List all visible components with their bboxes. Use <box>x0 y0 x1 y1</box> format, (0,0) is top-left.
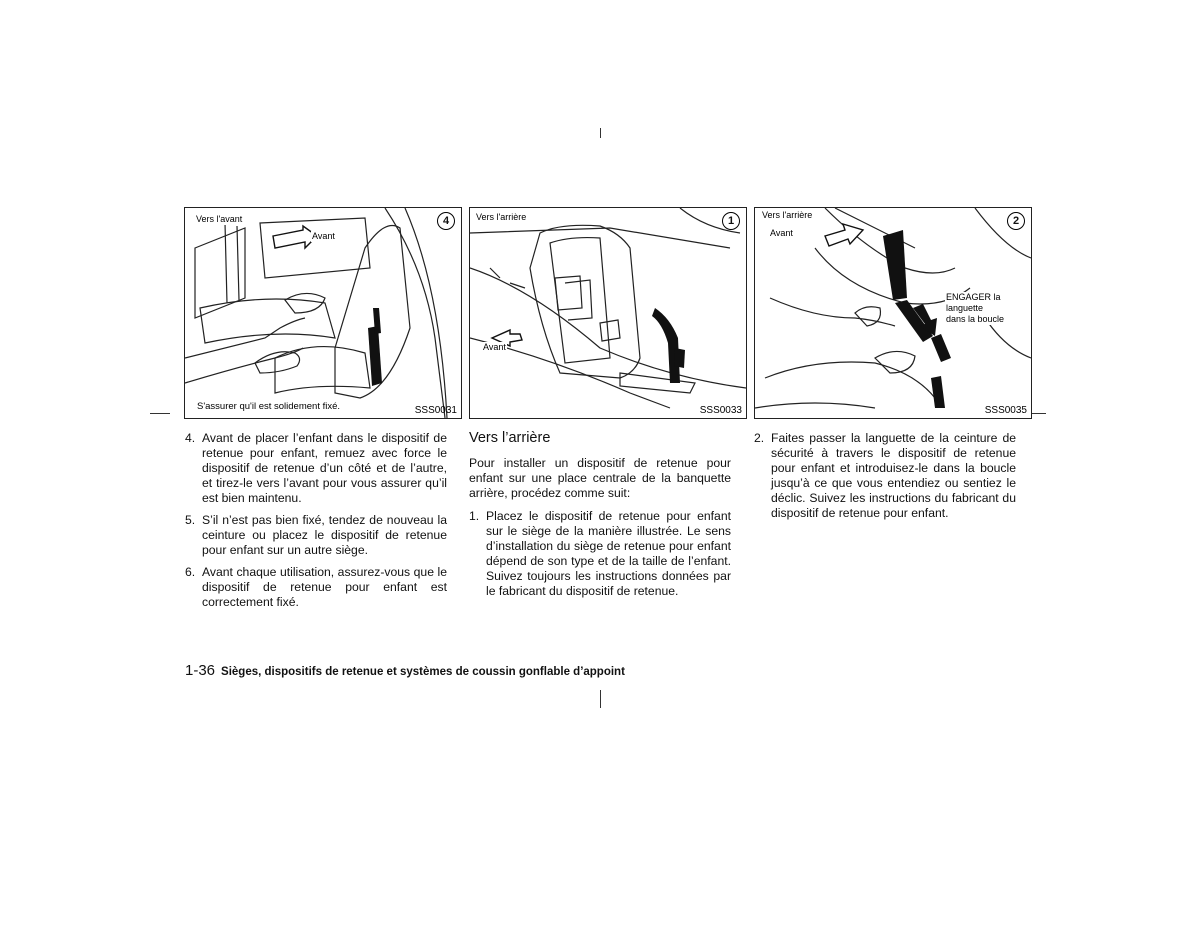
illustration-rear-facing-seat <box>470 208 746 418</box>
label-dans-la-boucle: dans la boucle <box>946 314 1005 324</box>
bottom-registration-mark <box>600 690 601 708</box>
figure-caption: S'assurer qu'il est solidement fixé. <box>197 401 341 412</box>
item-text: S’il n’est pas bien fixé, tendez de nouveau la ceinture ou placez le dispositif de retenue pour enfant sur un autre siège. <box>202 513 447 557</box>
page-footer <box>185 662 625 680</box>
figure-code: SSS0033 <box>699 405 742 416</box>
column-right <box>754 431 1016 528</box>
label-vers-lavant: Vers l'avant <box>196 214 243 224</box>
figure-number-badge: 4 <box>437 212 455 230</box>
list-item <box>185 565 447 610</box>
left-registration-mark <box>150 413 170 414</box>
item-number: 1. <box>469 509 480 523</box>
figure-sss0033 <box>469 207 747 419</box>
right-registration-mark <box>1030 413 1046 414</box>
item-text: Avant de placer l’enfant dans le dispositif de retenue pour enfant, remuez avec force le dispositif de retenue d’un côté et de l’autre, et tirez-le vers l’avant pour vous assurer qu’il est bien maintenu. <box>202 431 447 505</box>
item-number: 6. <box>185 565 196 579</box>
figure-number-badge: 1 <box>722 212 740 230</box>
item-number: 5. <box>185 513 196 527</box>
figure-sss0031 <box>184 207 462 419</box>
figure-number-badge: 2 <box>1007 212 1025 230</box>
top-registration-mark <box>600 128 601 138</box>
label-avant: Avant <box>770 228 793 238</box>
item-text: Placez le dispositif de retenue pour enfant sur le siège de la manière illustrée. Le sens d’installation du siège de retenue pour enfant dépend de son type et de la taille de l’enfant. Suivez toujours les instructions données par le fabricant du dispositif de retenue. <box>486 509 731 598</box>
item-text: Avant chaque utilisation, assurez-vous que le dispositif de retenue pour enfant est correctement fixé. <box>202 565 447 609</box>
column-middle <box>469 431 731 606</box>
label-vers-larriere: Vers l'arrière <box>476 212 527 222</box>
label-avant: Avant <box>483 342 506 352</box>
figure-code: SSS0031 <box>414 405 457 416</box>
column-left <box>185 431 447 617</box>
item-text: Faites passer la languette de la ceinture de sécurité à travers le dispositif de retenue pour enfant et introduisez-le dans la boucle jusqu’à ce que vous entendiez ou sentiez le déclic. Suivez les instructions du fabricant du dispositif de retenue pour enfant. <box>771 431 1016 520</box>
section-heading: Vers l’arrière <box>469 430 551 446</box>
label-vers-larriere: Vers l'arrière <box>762 210 813 220</box>
illustration-engage-buckle <box>755 208 1031 418</box>
page-number: 1-36 <box>185 662 216 679</box>
list-item <box>185 431 447 506</box>
item-number: 2. <box>754 431 765 445</box>
label-engager: ENGAGER la <box>946 292 1001 302</box>
figure-code: SSS0035 <box>984 405 1027 416</box>
intro-paragraph: Pour installer un dispositif de retenue pour enfant sur une place centrale de la banquette arrière, procédez comme suit: <box>469 456 731 500</box>
item-number: 4. <box>185 431 196 445</box>
list-item <box>185 513 447 558</box>
label-languette: languette <box>946 303 984 313</box>
list-item <box>754 431 1016 521</box>
chapter-title: Sièges, dispositifs de retenue et systèmes de coussin gonflable d’appoint <box>221 666 625 678</box>
list-item <box>469 509 731 599</box>
figure-sss0035 <box>754 207 1032 419</box>
label-avant: Avant <box>312 231 335 241</box>
